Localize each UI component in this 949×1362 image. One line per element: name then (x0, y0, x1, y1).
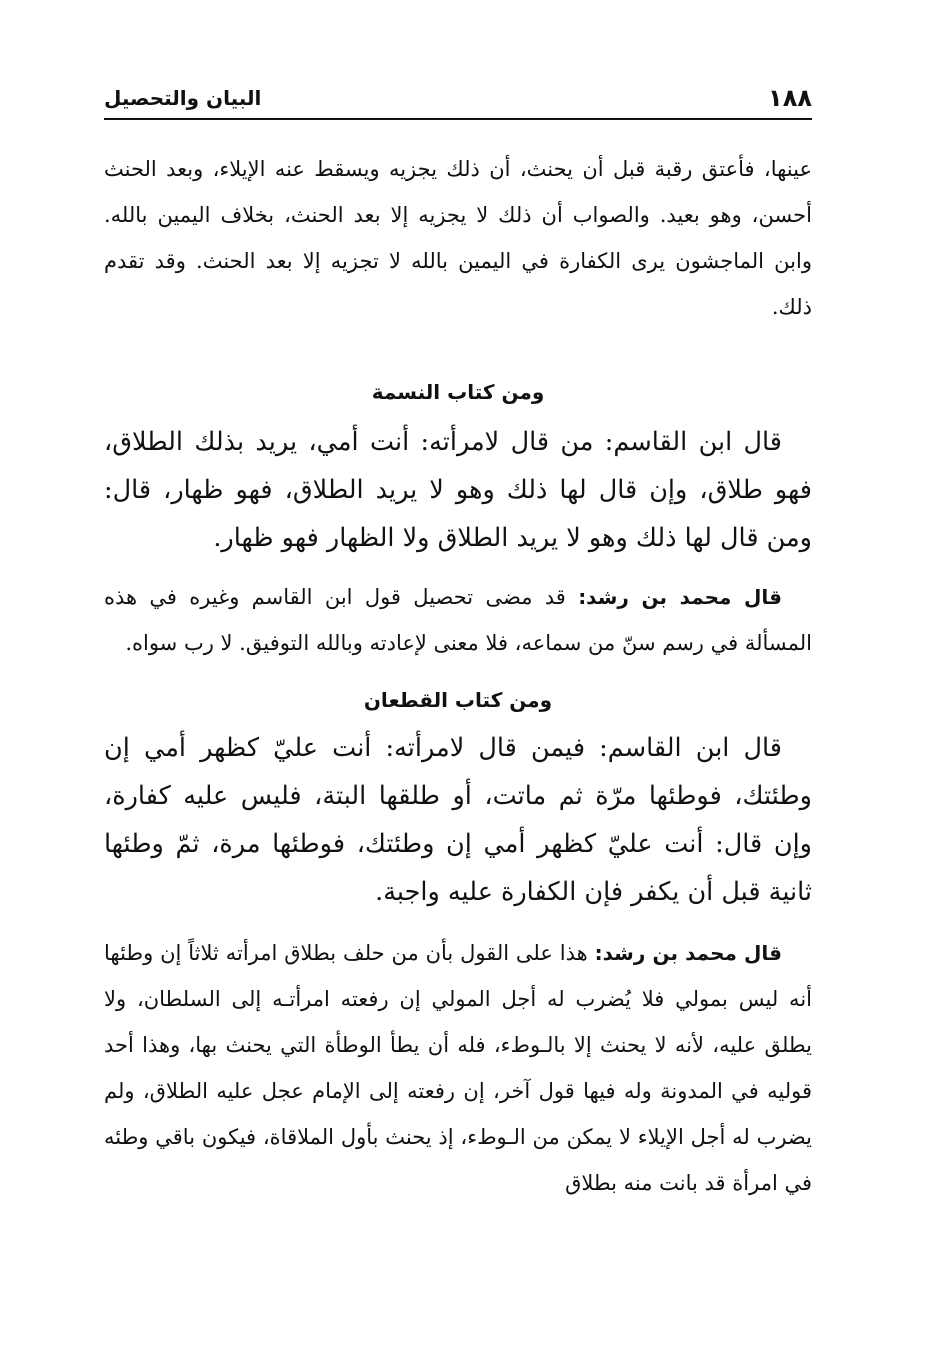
commentary-text: هذا على القول بأن من حلف بطلاق امرأته ثلاثاً إن وطئها أنه ليس بمولي فلا يُضرب له أجل المولي إن رفعته امرأتـه إلى السلطان، ولا يطلق عليه، لأنه لا يحنث إلا بالـوطء، فله أن يطأ الوطأة التي يحنث بها، وهذا أحد قوليه في المدونة وله فيها قول آخر، إن رفعته إلى الإمام عجل عليه الطلاق، ولم يضرب له أجل الإيلاء لا يمكن من الـوطء، إذ يحنث بأول الملاقاة، فيكون باقي وطئه في امرأة قد بانت منه بطلاق (104, 941, 812, 1195)
running-header (104, 78, 812, 120)
section-text-nasama: قال ابن القاسم: من قال لامرأته: أنت أمي، يريد بذلك الطلاق، فهو طلاق، وإن قال لها ذلك وهو لا يريد الطلاق، فهو ظهار، قال: ومن قال لها ذلك وهو لا يريد الطلاق ولا الظهار فهو ظهار. (104, 427, 812, 553)
commentator-name: قال محمد بن رشد: (594, 941, 782, 965)
commentator-name: قال محمد بن رشد: (578, 585, 782, 609)
commentary-paragraph-qutaan (104, 930, 812, 1206)
section-heading-nasama: ومن كتاب النسمة (371, 380, 545, 404)
commentary-paragraph-nasama (104, 574, 812, 666)
page-body (104, 146, 812, 1206)
book-title: البيان والتحصيل (104, 86, 262, 110)
opening-paragraph: عينها، فأعتق رقبة قبل أن يحنث، أن ذلك يجزيه ويسقط عنه الإيلاء، وبعد الحنث أحسن، وهو بعيد. والصواب أن ذلك لا يجزيه إلا بعد الحنث، بخلاف اليمين بالله. وابن الماجشون يرى الكفارة في اليمين بالله لا تجزيه إلا بعد الحنث. وقد تقدم ذلك. (104, 157, 812, 319)
commentary-text: قد مضى تحصيل قول ابن القاسم وغيره في هذه المسألة في رسم سنّ من سماعه، فلا معنى لإعادته وبالله التوفيق. لا رب سواه. (104, 585, 812, 655)
page-number: ١٨٨ (768, 84, 812, 112)
section-heading-qutaan: ومن كتاب القطعان (363, 688, 553, 712)
section-text-qutaan: قال ابن القاسم: فيمن قال لامرأته: أنت عليّ كظهر أمي إن وطئتك، فوطئها مرّة ثم ماتت، أو طلقها البتة، فليس عليه كفارة، وإن قال: أنت عليّ كظهر أمي إن وطئتك، فوطئها مرة، ثمّ وطئها ثانية قبل أن يكفر فإن الكفارة عليه واجبة. (104, 733, 812, 907)
